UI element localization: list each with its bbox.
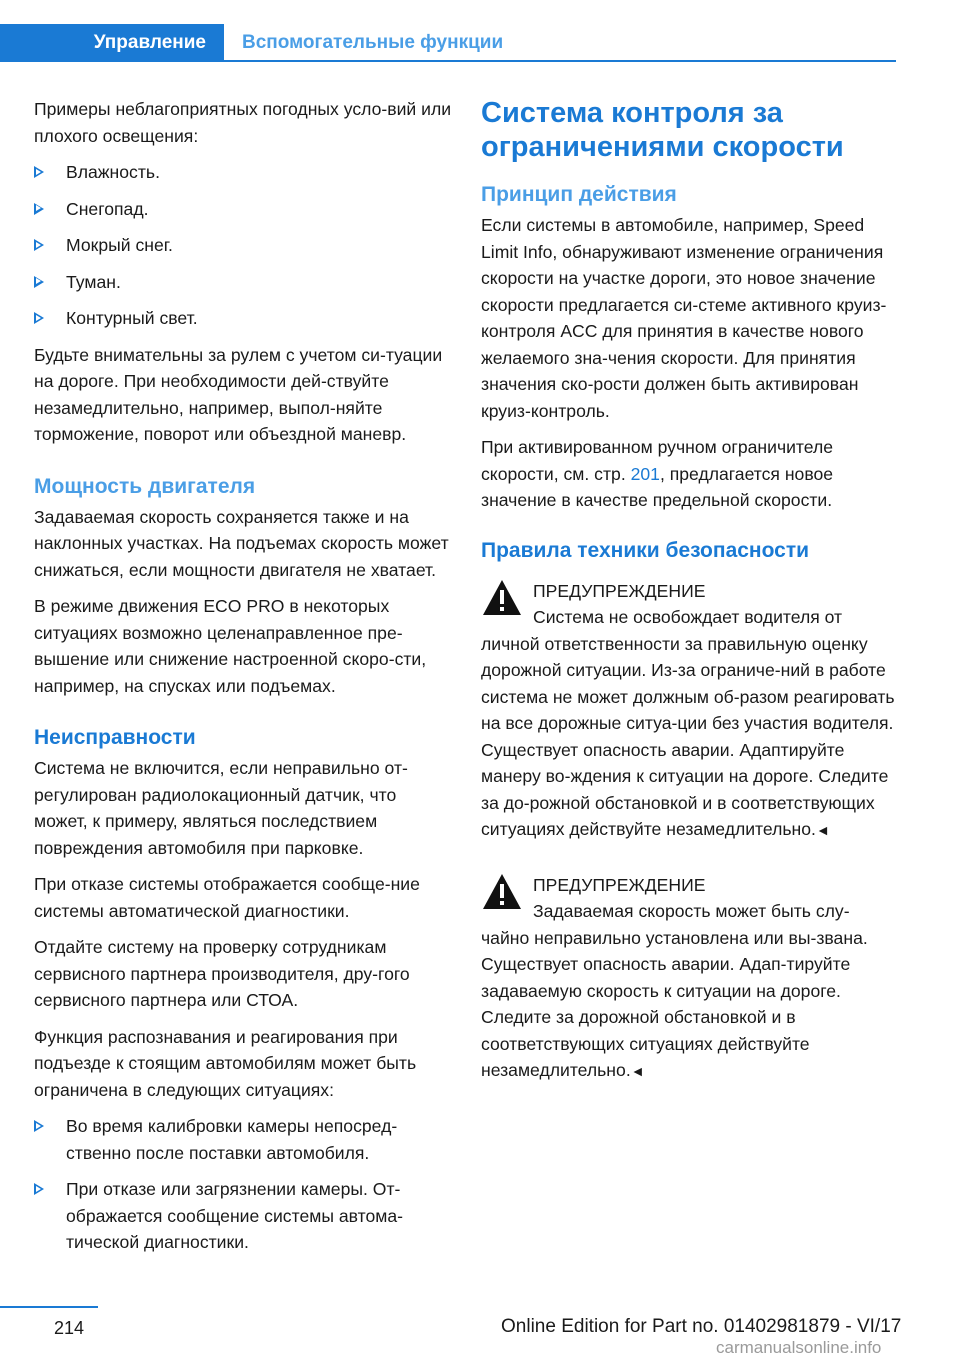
page-header [0, 0, 960, 64]
faults-heading: Неисправности [34, 726, 196, 749]
list-item: Во время калибровки камеры непосред-ственно после поставки автомобиля. [34, 1113, 452, 1166]
right-column [481, 96, 897, 1113]
end-mark-icon: ◄ [815, 822, 830, 838]
page-number: 214 [54, 1318, 85, 1338]
warning-block [481, 872, 897, 1085]
principle-paragraph: Если системы в автомобиле, например, Speed Limit Info, обнаруживают изменение ограничения скорости на участке дороги, это новое значение скорости предлагается си-стеме активного круиз-контроля ACC для принятия в качестве нового желаемого зна-чения скорости. Для принятия значения ско-рости должен быть активирован круиз-контроль. [481, 215, 887, 421]
faults-paragraph: Система не включится, если неправильно от-регулирован радиолокационный датчик, что может, к примеру, являться последствием повреждения автомобиля при парковке. [34, 758, 408, 858]
bullet-triangle-icon [34, 166, 44, 178]
footer-divider [0, 1306, 98, 1308]
header-divider [224, 60, 896, 62]
bullet-triangle-icon [34, 203, 44, 215]
list-item: Снегопад. [34, 196, 452, 223]
list-item: Туман. [34, 269, 452, 296]
warning-title: ПРЕДУПРЕЖДЕНИЕ [533, 580, 706, 601]
eco-pro-paragraph: В режиме движения ECO PRO в некоторых ситуациях возможно целенаправленное пре-вышение или снижение настроенной скоро-сти, например, на спусках или подъемах. [34, 596, 427, 696]
page-reference-link[interactable]: 201 [630, 463, 660, 484]
list-item: Контурный свет. [34, 305, 452, 332]
faults-paragraph: Функция распознавания и реагирования при подъезде к стоящим автомобилям может быть ограничена в следующих ситуациях: [34, 1026, 417, 1100]
warning-text: Система не освобождает водителя от личной ответственности за правильную оценку дорожной ситуации. Из-за ограниче-ний в работе система не может должным об-разом реагировать на все дорожные ситуа-ции без участия водителя. Существует опасность аварии. Адаптируйте манеру во-ждения к ситуации на дороге. Следите за до-рожной обстановкой и в соответствующих ситуациях действуйте незамедлительно. [481, 607, 895, 839]
bullet-triangle-icon [34, 239, 44, 251]
warning-block [481, 578, 897, 844]
left-column [34, 96, 452, 1266]
bullet-triangle-icon [34, 312, 44, 324]
bullet-triangle-icon [34, 1183, 44, 1195]
warning-triangle-icon [481, 872, 523, 912]
warning-triangle-icon [481, 578, 523, 618]
warning-text: Задаваемая скорость может быть слу-чайно неправильно установлена или вы-звана. Существует опасность аварии. Адап-тируйте задаваемую скорость к ситуации на дороге. Следите за дорожной обстановкой и в соответствующих ситуациях действуйте незамедлительно. [481, 901, 868, 1080]
weather-list [34, 159, 452, 332]
fault-list [34, 1113, 452, 1256]
engine-paragraph: Задаваемая скорость сохраняется также и на наклонных участках. На подъемах скорость может снижаться, если мощности двигателя не хватает. [34, 506, 449, 580]
list-item: При отказе или загрязнении камеры. От-ображается сообщение системы автома-тической диагностики. [34, 1176, 452, 1256]
bullet-triangle-icon [34, 276, 44, 288]
watermark-text: carmanualsonline.info [716, 1338, 882, 1357]
faults-paragraph: Отдайте систему на проверку сотрудникам сервисного партнера производителя, дру-гого сервисного партнера или СТОА. [34, 937, 410, 1010]
edition-text: Online Edition for Part no. 01402981879 - VI/17 [501, 1316, 902, 1337]
list-item: Влажность. [34, 159, 452, 186]
safety-heading: Правила техники безопасности [481, 538, 810, 562]
faults-paragraph: При отказе системы отображается сообще-ние системы автоматической диагностики. [34, 874, 420, 921]
caution-text: Будьте внимательны за рулем с учетом си-туации на дороге. При необходимости дей-ствуйте незамедлительно, например, выпол-няйте торможение, поворот или объездной маневр. [34, 344, 443, 444]
end-mark-icon: ◄ [630, 1063, 645, 1079]
intro-text: Примеры неблагоприятных погодных усло-вий или плохого освещения: [34, 99, 452, 146]
warning-title: ПРЕДУПРЕЖДЕНИЕ [533, 874, 706, 895]
bullet-triangle-icon [34, 1120, 44, 1132]
engine-power-heading: Мощность двигателя [34, 474, 256, 498]
principle-heading: Принцип действия [481, 183, 677, 206]
section-title: Система контроля за ограничениями скорости [481, 97, 844, 163]
section-tab[interactable]: Вспомогательные функции [242, 32, 504, 53]
chapter-tab[interactable]: Управление [0, 24, 224, 62]
list-item: Мокрый снег. [34, 232, 452, 259]
principle-paragraph: При активированном ручном ограничителе скорости, см. стр. 201, предлагается новое значение в качестве предельной скорости. [481, 437, 834, 510]
